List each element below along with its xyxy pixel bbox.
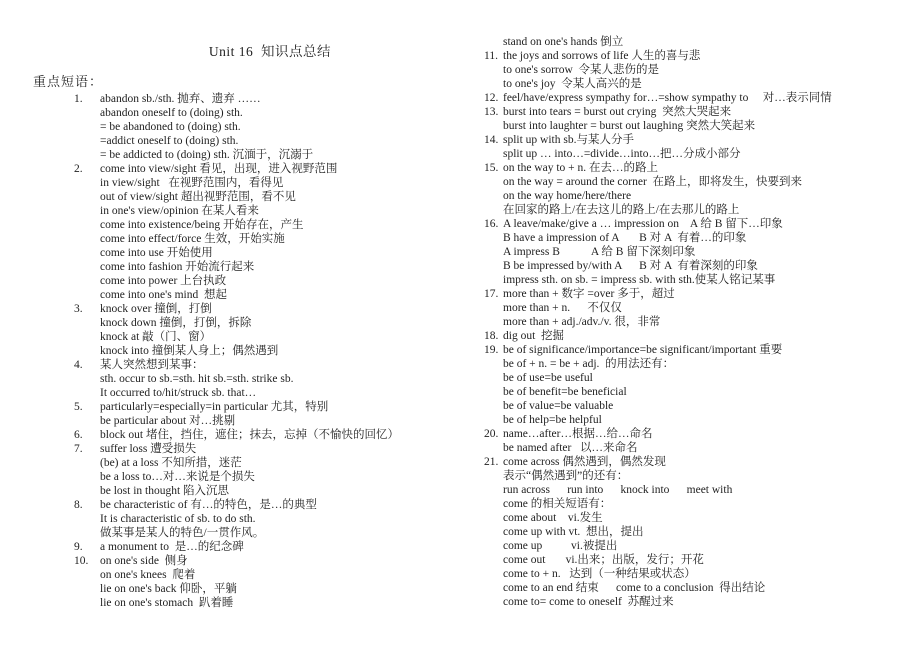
item-lines bbox=[503, 287, 916, 329]
phrase-item bbox=[484, 161, 916, 217]
phrase-line: B be impressed by/with A B 对 A 有着深刻的印象 bbox=[503, 260, 758, 272]
item-number: 5. bbox=[74, 401, 83, 413]
phrase-line: on one's knees 爬着 bbox=[100, 569, 196, 581]
phrase-line: abandon oneself to (doing) sth. bbox=[100, 107, 243, 119]
item-number: 19. bbox=[484, 344, 499, 356]
item-number: 21. bbox=[484, 456, 499, 468]
phrase-line: to one's joy 令某人高兴的是 bbox=[503, 78, 642, 90]
item-lines bbox=[503, 105, 916, 133]
phrase-line: come into power 上台执政 bbox=[100, 275, 227, 287]
phrase-line: (be) at a loss 不知所措，迷茫 bbox=[100, 457, 242, 469]
phrase-line: be particular about 对…挑剔 bbox=[100, 415, 236, 427]
item-number: 1. bbox=[74, 93, 83, 105]
phrase-line: A leave/make/give a … impression on A 给 B 留下…印象 bbox=[503, 218, 783, 230]
phrase-line: out of view/sight 超出视野范围，看不见 bbox=[100, 191, 296, 203]
item-number: 6. bbox=[74, 429, 83, 441]
item-lines bbox=[100, 498, 474, 540]
phrase-item bbox=[484, 105, 916, 133]
phrase-line: 做某事是某人的特色/一贯作风。 bbox=[100, 527, 265, 539]
phrase-line: in one's view/opinion 在某人看来 bbox=[100, 205, 259, 217]
phrase-line: =addict oneself to (doing) sth. bbox=[100, 135, 239, 147]
phrase-line: come into one's mind 想起 bbox=[100, 289, 227, 301]
phrase-line: knock at 敲（门、窗） bbox=[100, 331, 212, 343]
item-number: 16. bbox=[484, 218, 499, 230]
item-number: 15. bbox=[484, 162, 499, 174]
item-number: 3. bbox=[74, 303, 83, 315]
phrase-line: be named after 以…来命名 bbox=[503, 442, 638, 454]
phrase-line: suffer loss 遭受损失 bbox=[100, 443, 197, 455]
phrase-item bbox=[74, 442, 474, 498]
phrase-line: 表示“偶然遇到”的还有： bbox=[503, 470, 629, 482]
phrase-line: be a loss to…对…来说是个损失 bbox=[100, 471, 255, 483]
left-column bbox=[74, 92, 474, 610]
phrase-line: come into use 开始使用 bbox=[100, 247, 213, 259]
phrase-line: lie on one's stomach 趴着睡 bbox=[100, 597, 234, 609]
phrase-line: be lost in thought 陷入沉思 bbox=[100, 485, 230, 497]
item-number: 14. bbox=[484, 134, 499, 146]
phrase-item bbox=[484, 217, 916, 287]
phrase-item bbox=[74, 498, 474, 540]
phrase-line: come to= come to oneself 苏醒过来 bbox=[503, 596, 674, 608]
phrase-line: impress sth. on sb. = impress sb. with sth.使某人铭记某事 bbox=[503, 274, 776, 286]
phrase-line: particularly=especially=in particular 尤其，特别 bbox=[100, 401, 329, 413]
phrase-line: lie on one's back 仰卧，平躺 bbox=[100, 583, 237, 595]
phrase-line: stand on one's hands 倒立 bbox=[503, 36, 624, 48]
item-number: 18. bbox=[484, 330, 499, 342]
phrase-line: be of benefit=be beneficial bbox=[503, 386, 627, 398]
item-lines bbox=[100, 540, 474, 554]
phrase-line: on the way home/here/there bbox=[503, 190, 632, 202]
phrase-line: 在回家的路上/在去这儿的路上/在去那儿的路上 bbox=[503, 204, 740, 216]
phrase-line: be of use=be useful bbox=[503, 372, 593, 384]
item-number: 17. bbox=[484, 288, 499, 300]
phrase-item bbox=[74, 554, 474, 610]
item-lines bbox=[503, 343, 916, 427]
phrase-item bbox=[484, 133, 916, 161]
phrase-line: B have a impression of A B 对 A 有着…的印象 bbox=[503, 232, 747, 244]
phrase-item bbox=[484, 455, 916, 609]
phrase-line: come into effect/force 生效，开始实施 bbox=[100, 233, 285, 245]
item-number: 13. bbox=[484, 106, 499, 118]
phrase-line: dig out 挖掘 bbox=[503, 330, 565, 342]
page-title: Unit 16 知识点总结 bbox=[208, 44, 332, 59]
item-lines bbox=[100, 358, 474, 400]
phrase-line: come about vi.发生 bbox=[503, 512, 603, 524]
phrase-item bbox=[484, 343, 916, 427]
phrase-item bbox=[74, 302, 474, 358]
phrase-line: on the way to + n. 在去…的路上 bbox=[503, 162, 659, 174]
item-lines bbox=[503, 35, 916, 49]
phrase-line: more than + n. 不仅仅 bbox=[503, 302, 622, 314]
phrase-line: in view/sight 在视野范围内，看得见 bbox=[100, 177, 284, 189]
item-number: 8. bbox=[74, 499, 83, 511]
phrase-line: on the way = around the corner 在路上，即将发生，快要到来 bbox=[503, 176, 803, 188]
phrase-item bbox=[484, 91, 916, 105]
phrase-line: 某人突然想到某事： bbox=[100, 359, 204, 371]
phrase-line: be of value=be valuable bbox=[503, 400, 614, 412]
phrase-line: A impress B A 给 B 留下深刻印象 bbox=[503, 246, 696, 258]
item-number: 20. bbox=[484, 428, 499, 440]
phrase-line: more than + adj./adv./v. 很，非常 bbox=[503, 316, 661, 328]
right-column bbox=[484, 35, 916, 609]
phrase-line: split up … into…=divide…into…把…分成小部分 bbox=[503, 148, 741, 160]
phrase-line: more than + 数字 =over 多于，超过 bbox=[503, 288, 675, 300]
phrase-item bbox=[74, 162, 474, 302]
phrase-line: come out vi.出来；出版，发行；开花 bbox=[503, 554, 704, 566]
phrase-line: on one's side 侧身 bbox=[100, 555, 188, 567]
item-number: 11. bbox=[484, 50, 498, 62]
phrase-line: be of significance/importance=be significant/important 重要 bbox=[503, 344, 783, 356]
item-lines bbox=[503, 329, 916, 343]
phrase-line: come up vi.被提出 bbox=[503, 540, 618, 552]
item-lines bbox=[503, 455, 916, 609]
phrase-line: the joys and sorrows of life 人生的喜与悲 bbox=[503, 50, 701, 62]
phrase-line: be of + n. = be + adj. 的用法还有： bbox=[503, 358, 675, 370]
item-lines bbox=[503, 161, 916, 217]
phrase-line: sth. occur to sb.=sth. hit sb.=sth. strike sb. bbox=[100, 373, 294, 385]
item-lines bbox=[100, 428, 474, 442]
phrase-line: come into view/sight 看见，出现，进入视野范围 bbox=[100, 163, 338, 175]
phrase-item bbox=[74, 428, 474, 442]
phrase-item bbox=[484, 49, 916, 91]
phrase-line: knock over 撞倒，打倒 bbox=[100, 303, 212, 315]
phrase-item bbox=[74, 92, 474, 162]
item-lines bbox=[503, 49, 916, 91]
section-heading: 重点短语： bbox=[33, 74, 104, 89]
phrase-line: come into existence/being 开始存在，产生 bbox=[100, 219, 304, 231]
phrase-item bbox=[74, 540, 474, 554]
phrase-line: It occurred to/hit/struck sb. that… bbox=[100, 387, 257, 399]
phrase-line: knock into 撞倒某人身上；偶然遇到 bbox=[100, 345, 279, 357]
item-lines bbox=[100, 302, 474, 358]
phrase-line: come to an end 结束 come to a conclusion 得出结论 bbox=[503, 582, 766, 594]
phrase-line: a monument to 是…的纪念碑 bbox=[100, 541, 244, 553]
phrase-item bbox=[74, 358, 474, 400]
phrase-item bbox=[484, 35, 916, 49]
item-lines bbox=[100, 442, 474, 498]
phrase-line: be of help=be helpful bbox=[503, 414, 602, 426]
phrase-line: abandon sb./sth. 抛弃、遗弃 …… bbox=[100, 93, 261, 105]
phrase-line: burst into laughter = burst out laughing 突然大笑起来 bbox=[503, 120, 756, 132]
phrase-line: knock down 撞倒，打倒，拆除 bbox=[100, 317, 252, 329]
phrase-line: to one's sorrow 令某人悲伤的是 bbox=[503, 64, 660, 76]
phrase-item bbox=[484, 287, 916, 329]
phrase-line: = be addicted to (doing) sth. 沉湎于，沉溺于 bbox=[100, 149, 314, 161]
phrase-line: come 的相关短语有： bbox=[503, 498, 612, 510]
phrase-line: = be abandoned to (doing) sth. bbox=[100, 121, 241, 133]
item-number: 9. bbox=[74, 541, 83, 553]
item-lines bbox=[100, 92, 474, 162]
item-lines bbox=[503, 91, 916, 105]
phrase-line: feel/have/express sympathy for…=show sympathy to 对…表示同情 bbox=[503, 92, 832, 104]
phrase-line: name…after…根据…给…命名 bbox=[503, 428, 653, 440]
phrase-line: run across run into knock into meet with bbox=[503, 484, 733, 496]
phrase-line: burst into tears = burst out crying 突然大哭起来 bbox=[503, 106, 732, 118]
phrase-line: be characteristic of 有…的特色，是…的典型 bbox=[100, 499, 317, 511]
phrase-line: come to + n. 达到（一种结果或状态） bbox=[503, 568, 696, 580]
item-lines bbox=[100, 554, 474, 610]
phrase-line: come up with vt. 想出，提出 bbox=[503, 526, 644, 538]
phrase-line: split up with sb.与某人分手 bbox=[503, 134, 634, 146]
item-number: 10. bbox=[74, 555, 89, 567]
phrase-item bbox=[484, 329, 916, 343]
item-lines bbox=[100, 400, 474, 428]
item-number: 12. bbox=[484, 92, 499, 104]
item-lines bbox=[503, 133, 916, 161]
phrase-line: come across 偶然遇到，偶然发现 bbox=[503, 456, 666, 468]
phrase-item bbox=[74, 400, 474, 428]
phrase-line: block out 堵住，挡住，遮住；抹去，忘掉（不愉快的回忆） bbox=[100, 429, 399, 441]
item-lines bbox=[503, 217, 916, 287]
phrase-item bbox=[484, 427, 916, 455]
item-lines bbox=[100, 162, 474, 302]
item-number: 2. bbox=[74, 163, 83, 175]
phrase-line: come into fashion 开始流行起来 bbox=[100, 261, 255, 273]
item-number: 4. bbox=[74, 359, 83, 371]
item-lines bbox=[503, 427, 916, 455]
item-number: 7. bbox=[74, 443, 83, 455]
phrase-line: It is characteristic of sb. to do sth. bbox=[100, 513, 256, 525]
